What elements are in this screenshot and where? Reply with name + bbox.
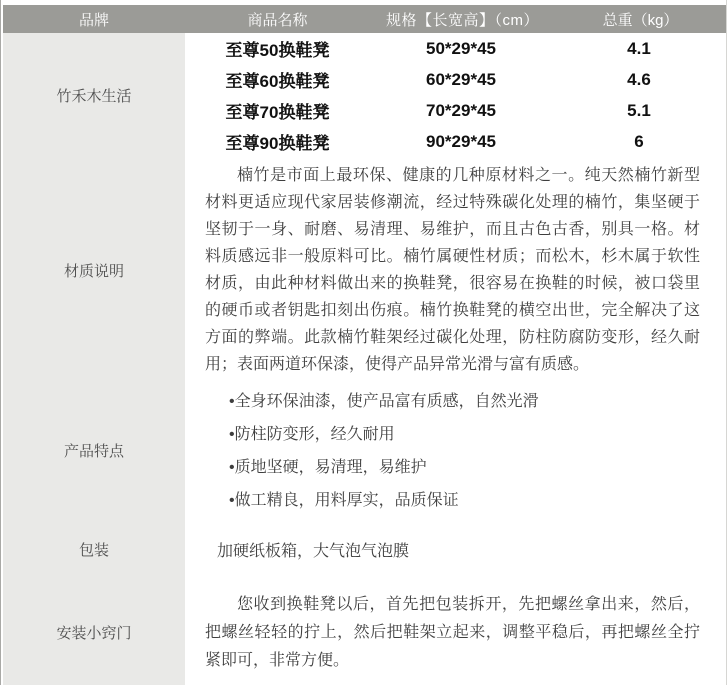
feature-item: •防柱防变形，经久耐用 xyxy=(229,425,395,443)
product-weight: 4.6 xyxy=(627,69,651,89)
header-weight: 总重（kg） xyxy=(602,11,679,29)
material-label: 材质说明 xyxy=(3,157,185,383)
product-spec: 70*29*45 xyxy=(426,100,496,120)
table-row xyxy=(185,33,726,64)
product-spec: 50*29*45 xyxy=(426,38,496,58)
packaging-text: 加硬纸板箱，大气泡气泡膜 xyxy=(217,542,410,560)
table-row xyxy=(185,126,726,157)
product-weight: 5.1 xyxy=(627,100,651,120)
brand-label: 竹禾木生活 xyxy=(3,33,185,157)
install-text: 您收到换鞋凳以后，首先把包装拆开，先把螺丝拿出来，然后，把螺丝轻轻的拧上，然后把鞋架立起来，调整平稳后，再把螺丝全拧紧即可，非常方便。 xyxy=(205,596,700,669)
install-label: 安装小窍门 xyxy=(3,580,185,685)
features-label: 产品特点 xyxy=(3,383,185,518)
product-spec: 60*29*45 xyxy=(426,69,496,89)
header-spec: 规格【长宽高】（cm） xyxy=(386,11,539,29)
features-section xyxy=(3,383,726,518)
spec-table xyxy=(3,5,726,685)
material-section xyxy=(3,157,726,383)
product-name: 至尊70换鞋凳 xyxy=(225,103,330,122)
install-content xyxy=(185,580,726,685)
product-weight: 4.1 xyxy=(627,38,651,58)
packaging-section xyxy=(3,518,726,580)
packaging-label: 包装 xyxy=(3,518,185,580)
product-weight: 6 xyxy=(634,131,644,151)
table-header-row xyxy=(3,5,726,33)
product-spec: 90*29*45 xyxy=(426,131,496,151)
product-name: 至尊90换鞋凳 xyxy=(225,134,330,153)
features-content xyxy=(185,383,726,518)
feature-item: •质地坚硬，易清理，易维护 xyxy=(229,458,427,476)
table-row xyxy=(185,64,726,95)
material-content xyxy=(185,157,726,383)
brand-section xyxy=(3,33,726,157)
packaging-content xyxy=(185,518,726,580)
table-row xyxy=(185,95,726,126)
feature-item: •做工精良，用料厚实，品质保证 xyxy=(229,491,459,509)
product-name: 至尊50换鞋凳 xyxy=(225,41,330,60)
product-name: 至尊60换鞋凳 xyxy=(225,72,330,91)
install-section xyxy=(3,580,726,685)
feature-item: •全身环保油漆，使产品富有质感，自然光滑 xyxy=(229,392,539,410)
material-text: 楠竹是市面上最环保、健康的几种原材料之一。纯天然楠竹新型材料更适应现代家居装修潮流，经过特殊碳化处理的楠竹，集坚硬于坚韧于一身、耐磨、易清理、易维护，而且古色古香，别具一格。材料质感远非一般原料可比。楠竹属硬性材质；而松木，杉木属于软性材质，由此种材料做出来的换鞋凳，很容易在换鞋的时候，被口袋里的硬币或者钥匙扣刻出伤痕。楠竹换鞋凳的横空出世，完全解决了这方面的弊端。此款楠竹鞋架经过碳化处理，防柱防腐防变形，经久耐用；表面两道环保漆，使得产品异常光滑与富有质感。 xyxy=(205,167,700,373)
product-list xyxy=(185,33,726,157)
header-product-name: 商品名称 xyxy=(247,11,308,29)
header-brand: 品牌 xyxy=(78,11,109,29)
